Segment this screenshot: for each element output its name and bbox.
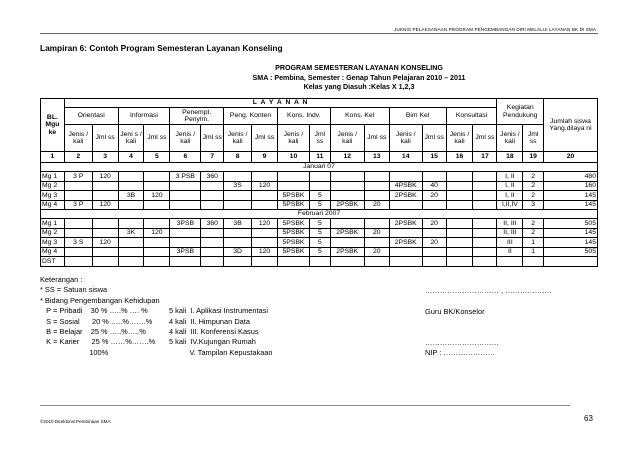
header-rule	[40, 33, 598, 34]
footer-rule	[40, 405, 570, 406]
table-cell: I, II	[497, 191, 523, 201]
table-row	[41, 191, 598, 201]
table-cell	[118, 200, 144, 210]
table-cell	[252, 172, 278, 182]
table-cell: 3 PSB	[170, 172, 201, 182]
kegiatan-note: V. Tampilan Kepustakaan	[169, 347, 273, 357]
table-cell	[497, 257, 523, 267]
table-cell: 3D	[224, 247, 252, 257]
table-cell: 3 S	[64, 238, 92, 248]
table-cell	[252, 257, 278, 267]
table-cell	[364, 191, 389, 201]
month-label: Februari 2007	[41, 210, 598, 219]
table-cell	[201, 228, 224, 238]
column-number: 2	[64, 152, 92, 163]
group-bim-kel: Bim Kel	[389, 108, 446, 125]
program-titles	[0, 64, 638, 93]
table-cell	[310, 181, 331, 191]
table-cell: 2PSBK	[330, 247, 364, 257]
column-number: 12	[330, 152, 364, 163]
table-cell: 20	[364, 200, 389, 210]
table-cell: 2	[523, 219, 544, 229]
table-cell	[330, 181, 364, 191]
program-title-3: Kelas yang Diasuh :Kelas X 1,2,3	[303, 83, 415, 92]
table-cell: 5PSBK	[277, 238, 309, 248]
kegiatan-note: 4 kali II. Himpunan Data	[169, 316, 250, 326]
table-cell	[224, 238, 252, 248]
table-row	[41, 181, 598, 191]
table-cell	[473, 247, 497, 257]
sub-jml: Jml ss	[252, 125, 278, 152]
table-cell: 2PSBK	[389, 219, 422, 229]
table-cell	[473, 228, 497, 238]
table-row	[41, 238, 598, 248]
sub-jml: Jml ss	[364, 125, 389, 152]
table-cell: 5	[310, 200, 331, 210]
sub-jml: Jml ss	[422, 125, 446, 152]
table-cell	[144, 200, 170, 210]
table-cell	[252, 200, 278, 210]
table-cell	[118, 181, 144, 191]
table-cell	[92, 247, 118, 257]
running-header: JUKNIS PELAKSANAAN PROGRAM PENGEMBANGAN DIRI MELALUI LAYANAN BK DI SMA	[394, 27, 596, 32]
table-cell	[252, 228, 278, 238]
table-cell	[118, 257, 144, 267]
table-cell	[473, 191, 497, 201]
table-cell: 3PSB	[170, 247, 201, 257]
table-cell	[201, 200, 224, 210]
table-cell	[92, 219, 118, 229]
table-cell: Mg 3	[41, 238, 65, 248]
signature-block	[425, 286, 551, 359]
note-line	[40, 316, 250, 327]
table-cell	[389, 172, 422, 182]
table-cell: I, II	[497, 172, 523, 182]
table-cell: 120	[92, 200, 118, 210]
sub-jenis: Jenis / kali	[446, 125, 473, 152]
kegiatan-note: 4 kali III. Konferensi Kasus	[169, 327, 259, 336]
table-cell	[330, 257, 364, 267]
table-cell	[473, 181, 497, 191]
table-cell	[170, 257, 201, 267]
column-number: 6	[170, 152, 201, 163]
table-cell: 360	[201, 172, 224, 182]
table-cell	[64, 247, 92, 257]
table-cell: 40	[422, 181, 446, 191]
table-cell	[310, 172, 331, 182]
table-cell: 120	[92, 238, 118, 248]
table-cell	[144, 219, 170, 229]
table-cell	[64, 228, 92, 238]
table-cell: 1	[523, 247, 544, 257]
table-cell	[118, 238, 144, 248]
column-number: 8	[224, 152, 252, 163]
table-cell: 20	[422, 219, 446, 229]
table-cell: 5PSBK	[277, 228, 309, 238]
table-cell	[389, 247, 422, 257]
table-cell	[170, 181, 201, 191]
page-number: 63	[584, 414, 593, 423]
table-cell	[446, 219, 473, 229]
table-cell	[252, 238, 278, 248]
table-cell	[64, 181, 92, 191]
table-row	[41, 257, 598, 267]
table-cell: 145	[544, 238, 598, 248]
table-cell: 3B	[224, 219, 252, 229]
table-cell: 3PSB	[170, 219, 201, 229]
table-cell	[364, 219, 389, 229]
table-row	[41, 172, 598, 182]
table-cell	[277, 172, 309, 182]
column-number: 7	[201, 152, 224, 163]
table-cell	[364, 172, 389, 182]
sub-jml: Jml ss	[92, 125, 118, 152]
table-cell	[201, 257, 224, 267]
table-cell	[389, 257, 422, 267]
table-cell	[170, 238, 201, 248]
table-cell	[144, 172, 170, 182]
sub-jenis: Jenis / kali	[277, 125, 309, 152]
nip-line: NIP : …………………	[425, 348, 496, 358]
table-cell	[473, 219, 497, 229]
table-cell: Mg 1	[41, 172, 65, 182]
column-number: 17	[473, 152, 497, 163]
column-number: 10	[277, 152, 309, 163]
table-cell	[118, 247, 144, 257]
table-cell: 3B	[118, 191, 144, 201]
table-cell	[118, 219, 144, 229]
table-cell: 3 P	[64, 172, 92, 182]
lampiran-title: Lampiran 6: Contoh Program Semesteran Layanan Konseling	[40, 43, 283, 53]
table-cell: 505	[544, 247, 598, 257]
table-cell	[473, 238, 497, 248]
sub-jml: Jml ss	[201, 125, 224, 152]
bidang-percent: S = Sosial 20 % …..%…….%	[40, 316, 153, 326]
table-cell: 3K	[118, 228, 144, 238]
table-cell	[446, 200, 473, 210]
group-penempatan: Penempt. Penylm.	[170, 108, 224, 125]
table-cell: 505	[544, 219, 598, 229]
bl-header: BL. Mgu ke	[41, 99, 65, 152]
table-cell	[446, 247, 473, 257]
sub-jenis: Jenis / kali	[330, 125, 364, 152]
table-cell	[330, 172, 364, 182]
bidang-note: * Bidang Pengembangan Kehidupan	[40, 295, 160, 305]
table-cell: 160	[544, 181, 598, 191]
keterangan-label: Keterangan :	[40, 275, 83, 284]
column-number: 16	[446, 152, 473, 163]
table-cell	[310, 257, 331, 267]
table-cell: 5PSBK	[277, 219, 309, 229]
group-konsultasi: Konsultasi	[446, 108, 497, 125]
column-number: 4	[118, 152, 144, 163]
jumlah-header: Jumlah siswa Yang.dilaya ni	[544, 99, 598, 152]
table-cell	[544, 257, 598, 267]
table-cell	[118, 172, 144, 182]
table-cell	[330, 219, 364, 229]
table-cell: Mg 1	[41, 219, 65, 229]
note-line	[40, 306, 268, 316]
sub-jenis: Jenis / kali	[170, 125, 201, 152]
sub-jenis: Jenis / kali	[64, 125, 92, 152]
table-cell	[422, 172, 446, 182]
table-cell: Mg 4	[41, 200, 65, 210]
ss-note: * SS = Satuan siswa	[40, 285, 108, 295]
table-cell	[201, 191, 224, 201]
month-row	[41, 210, 598, 219]
group-kons-kel: Kons. Kel	[330, 108, 389, 125]
layanan-header: L A Y A N A N	[64, 99, 497, 108]
table-cell	[473, 172, 497, 182]
date-line: ………………………… , ……………….	[425, 286, 552, 295]
table-cell: 5	[310, 191, 331, 201]
group-kons-indv: Kons. Indv.	[277, 108, 330, 125]
role-label: Guru BK/Konselor	[425, 306, 485, 316]
sub-jenis: Jenis / kali	[497, 125, 523, 152]
table-cell	[64, 257, 92, 267]
column-number: 3	[92, 152, 118, 163]
table-cell: I, II	[497, 181, 523, 191]
table-cell	[252, 191, 278, 201]
table-cell: I,II,IV	[497, 200, 523, 210]
table-cell: 3 P	[64, 200, 92, 210]
table-cell: 120	[92, 172, 118, 182]
table-cell: III	[497, 238, 523, 248]
table-cell	[92, 181, 118, 191]
table-cell: Mg 2	[41, 181, 65, 191]
table-cell: II, III	[497, 219, 523, 229]
table-row	[41, 219, 598, 229]
program-title-1: PROGRAM SEMESTERAN LAYANAN KONSELING	[275, 64, 443, 72]
table-cell	[224, 200, 252, 210]
table-cell	[201, 181, 224, 191]
table-cell	[64, 191, 92, 201]
table-cell	[170, 228, 201, 238]
table-cell: 120	[252, 247, 278, 257]
table-cell	[446, 172, 473, 182]
notes-block	[40, 275, 273, 358]
column-number: 14	[389, 152, 422, 163]
group-informasi: Informasi	[118, 108, 170, 125]
table-cell: 1	[523, 238, 544, 248]
table-cell	[201, 247, 224, 257]
sub-jenis: Jenis / kali	[224, 125, 252, 152]
table-cell: Mg 3	[41, 191, 65, 201]
sub-jenis: Jeni s / kali	[118, 125, 144, 152]
table-cell: 5	[310, 247, 331, 257]
table-cell	[422, 228, 446, 238]
table-cell	[422, 200, 446, 210]
table-cell	[92, 228, 118, 238]
column-number: 13	[364, 152, 389, 163]
column-number: 15	[422, 152, 446, 163]
table-cell: DST	[41, 257, 65, 267]
table-cell	[364, 238, 389, 248]
table-cell: 5PSBK	[277, 200, 309, 210]
table-cell	[364, 181, 389, 191]
column-number: 9	[252, 152, 278, 163]
table-cell: 360	[201, 219, 224, 229]
note-line	[40, 347, 273, 358]
table-cell	[144, 247, 170, 257]
month-row	[41, 163, 598, 172]
table-cell	[364, 257, 389, 267]
name-line: …………………………	[425, 338, 499, 347]
table-cell: 2PSBK	[389, 238, 422, 248]
table-cell	[144, 181, 170, 191]
table-cell: 5PSBK	[277, 247, 309, 257]
table-cell: II, III	[497, 228, 523, 238]
table-row	[41, 247, 598, 257]
table-cell	[224, 172, 252, 182]
table-cell: 5PSBK	[277, 191, 309, 201]
table-cell	[64, 219, 92, 229]
bidang-percent: P = Pribadi 30 % …..% …. %	[40, 306, 148, 316]
table-cell: Mg 4	[41, 247, 65, 257]
footer-copyright: ©2010 Direktorat Pembinaan SMA	[40, 419, 111, 424]
table-cell: 2	[523, 191, 544, 201]
table-cell	[473, 257, 497, 267]
table-cell: 120	[252, 219, 278, 229]
table-cell: 3S	[224, 181, 252, 191]
table-cell	[446, 228, 473, 238]
table-cell	[446, 257, 473, 267]
table-cell: Mg 2	[41, 228, 65, 238]
sub-jenis: Jenis / kali	[389, 125, 422, 152]
table-cell: 2	[523, 228, 544, 238]
bidang-percent: 100%	[40, 347, 109, 357]
table-cell: II	[497, 247, 523, 257]
note-line	[40, 337, 256, 347]
table-cell: 20	[422, 238, 446, 248]
sub-jml: Jml ss	[473, 125, 497, 152]
column-number: 19	[523, 152, 544, 163]
bidang-percent: B = Belajar 25 % …..%…..%	[40, 327, 146, 336]
table-cell	[446, 181, 473, 191]
sub-jml: Jml ss	[523, 125, 544, 152]
group-orientasi: Orientasi	[64, 108, 118, 125]
kegiatan-note: 5 kali I. Aplikasi Instrumentasi	[169, 306, 268, 316]
table-cell: 480	[544, 172, 598, 182]
column-number: 1	[41, 152, 65, 163]
table-cell	[201, 238, 224, 248]
table-cell: 145	[544, 228, 598, 238]
table-cell	[330, 238, 364, 248]
table-cell	[446, 238, 473, 248]
program-title-2: SMA : Pembina, Semester : Genap Tahun Pelajaran 2010 – 2011	[252, 73, 466, 82]
table-cell: 145	[544, 191, 598, 201]
kegiatan-header: Kegiatan Pendukung	[497, 99, 544, 125]
sub-jml: Jml ss	[144, 125, 170, 152]
table-cell	[277, 181, 309, 191]
table-row	[41, 200, 598, 210]
table-cell: 120	[144, 191, 170, 201]
column-number: 11	[310, 152, 331, 163]
table-cell: 5	[310, 228, 331, 238]
table-body	[41, 152, 598, 267]
table-cell	[224, 191, 252, 201]
table-cell	[224, 257, 252, 267]
column-number: 20	[544, 152, 598, 163]
column-number: 5	[144, 152, 170, 163]
table-cell: 2PSBK	[330, 200, 364, 210]
table-cell	[92, 257, 118, 267]
table-cell: 2	[523, 172, 544, 182]
table-cell: 20	[364, 247, 389, 257]
table-cell: 20	[364, 228, 389, 238]
table-cell	[224, 228, 252, 238]
program-table	[40, 98, 598, 267]
table-cell: 145	[544, 200, 598, 210]
bidang-percent: K = Karier 25 % ……%…….%	[40, 337, 156, 347]
note-line	[40, 327, 259, 337]
table-cell: 2PSBK	[330, 228, 364, 238]
table-cell: 5	[310, 219, 331, 229]
column-number-row	[41, 152, 598, 163]
table-cell: 120	[252, 181, 278, 191]
table-cell	[446, 191, 473, 201]
month-label: Januari 07	[41, 163, 598, 172]
table-cell	[330, 191, 364, 201]
table-cell: 2PSBK	[389, 191, 422, 201]
table-cell	[389, 200, 422, 210]
table-cell: 20	[422, 191, 446, 201]
table-cell	[170, 200, 201, 210]
sub-jml: Jml ss	[310, 125, 331, 152]
table-cell	[389, 228, 422, 238]
table-row	[41, 228, 598, 238]
table-cell	[170, 191, 201, 201]
table-cell: 5	[310, 238, 331, 248]
table-cell	[422, 257, 446, 267]
table-cell	[92, 191, 118, 201]
note-lines	[40, 306, 273, 358]
table-cell: 120	[144, 228, 170, 238]
table-cell	[523, 257, 544, 267]
column-number: 18	[497, 152, 523, 163]
table-cell: 3	[523, 200, 544, 210]
kegiatan-note: 5 kali IV.Kujungan Rumah	[169, 337, 256, 347]
table-cell: 2	[523, 181, 544, 191]
table-cell	[277, 257, 309, 267]
table-cell	[473, 200, 497, 210]
table-cell	[422, 247, 446, 257]
group-konten: Peng. Konten	[224, 108, 278, 125]
table-cell	[144, 257, 170, 267]
table-cell: 4PSBK	[389, 181, 422, 191]
table-cell	[144, 238, 170, 248]
